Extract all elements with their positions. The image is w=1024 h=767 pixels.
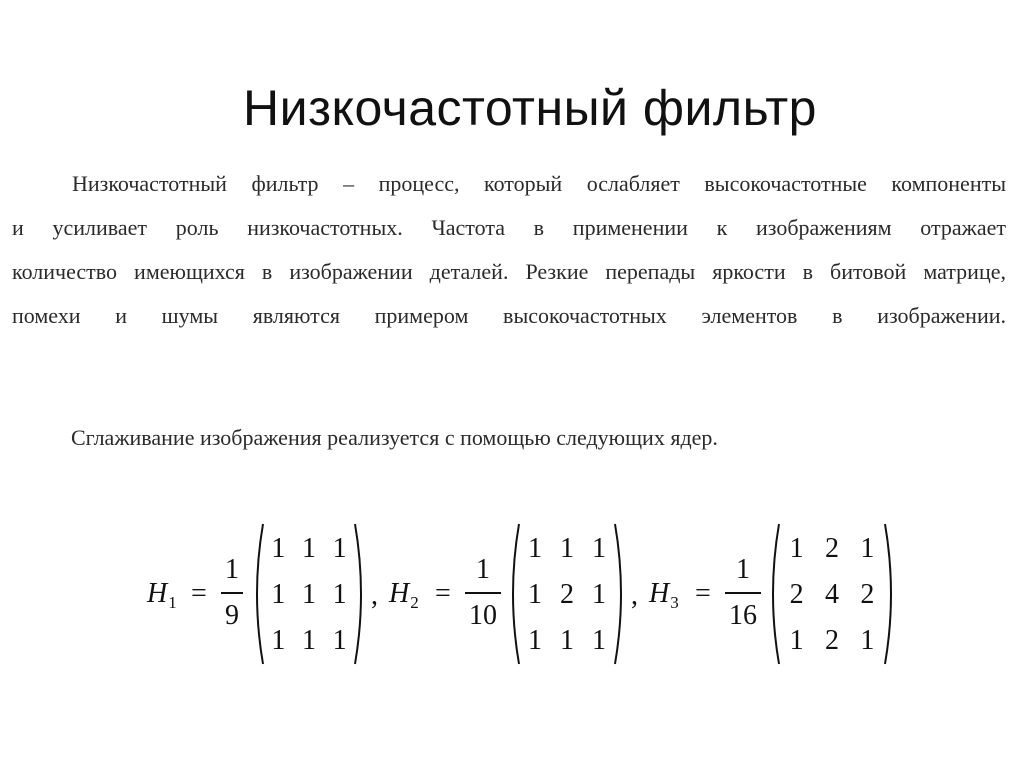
matrix-cell: 1: [560, 533, 574, 564]
fraction-denominator: 9: [225, 600, 239, 631]
kernel-matrix: [249, 522, 369, 666]
equals-sign: =: [695, 578, 711, 609]
matrix-cell: 1: [592, 625, 606, 656]
matrix-cell: 1: [860, 533, 875, 564]
fraction: [725, 550, 761, 646]
matrix-cell: 1: [528, 625, 542, 656]
kernel-separator: ,: [371, 580, 378, 611]
fraction-numerator: 1: [225, 554, 239, 585]
fraction-bar: [725, 592, 761, 594]
matrix-cell: 1: [271, 533, 286, 564]
kernel-symbol: $H_2$: [389, 578, 419, 612]
matrix-cell: 1: [789, 625, 804, 656]
kernel-subscript: 2: [410, 593, 419, 612]
matrix-cells: [779, 526, 885, 664]
fraction: [465, 550, 501, 646]
paragraph-line: Низкочастотный фильтр – процесс, который ослабляет высокочастотные компоненты: [72, 171, 1006, 196]
kernel-matrix: [765, 522, 899, 666]
fraction-numerator: 1: [476, 554, 490, 585]
matrix-cells: [263, 526, 355, 664]
matrix-cell: 1: [332, 625, 347, 656]
matrix-cell: 2: [860, 579, 875, 610]
kernel-subscript: 3: [670, 593, 679, 612]
kernel-subscript: 1: [168, 593, 177, 612]
paragraph-line: и усиливает роль низкочастотных. Частота в применении к изображениям отражает: [12, 215, 1006, 240]
equals-sign: =: [435, 578, 451, 609]
matrix-cell: 1: [592, 579, 606, 610]
matrix-cell: 1: [271, 579, 286, 610]
matrix-cell: 1: [271, 625, 286, 656]
matrix-cell: 1: [860, 625, 875, 656]
matrix-cell: 1: [789, 533, 804, 564]
smoothing-sentence: Сглаживание изображения реализуется с помощью следующих ядер.: [71, 425, 718, 450]
matrix-cells: [519, 526, 615, 664]
matrix-cell: 1: [592, 533, 606, 564]
kernel-symbol: $H_1$: [147, 578, 177, 612]
right-parenthesis: [883, 522, 899, 666]
kernel-h2: [387, 520, 647, 670]
matrix-cell: 2: [824, 533, 839, 564]
paragraph-line: количество имеющихся в изображении деталей. Резкие перепады яркости в битовой матрице,: [12, 259, 1006, 284]
fraction-denominator: 10: [469, 600, 497, 631]
fraction-bar: [465, 592, 501, 594]
kernel-matrix: [505, 522, 629, 666]
kernel-separator: ,: [631, 580, 638, 611]
right-parenthesis: [613, 522, 629, 666]
equals-sign: =: [191, 578, 207, 609]
matrix-cell: 2: [560, 579, 574, 610]
definition-paragraph: [12, 162, 1006, 338]
matrix-cell: 1: [332, 533, 347, 564]
matrix-cell: 1: [560, 625, 574, 656]
matrix-cell: 1: [301, 579, 316, 610]
matrix-cell: 1: [528, 579, 542, 610]
fraction-numerator: 1: [736, 554, 750, 585]
matrix-cell: 4: [824, 579, 839, 610]
kernel-h1: [145, 520, 385, 670]
kernel-formulas: [145, 520, 905, 670]
right-parenthesis: [353, 522, 369, 666]
kernel-h3: [647, 520, 902, 670]
kernel-symbol: $H_3$: [649, 578, 679, 612]
fraction: [221, 550, 243, 646]
matrix-cell: 1: [528, 533, 542, 564]
matrix-cell: 1: [332, 579, 347, 610]
matrix-cell: 1: [301, 625, 316, 656]
paragraph-line: помехи и шумы являются примером высокочастотных элементов в изображении.: [12, 303, 1006, 328]
matrix-cell: 2: [824, 625, 839, 656]
matrix-cell: 2: [789, 579, 804, 610]
fraction-bar: [221, 592, 243, 594]
fraction-denominator: 16: [729, 600, 757, 631]
matrix-cell: 1: [301, 533, 316, 564]
slide-title: Низкочастотный фильтр: [243, 80, 817, 136]
